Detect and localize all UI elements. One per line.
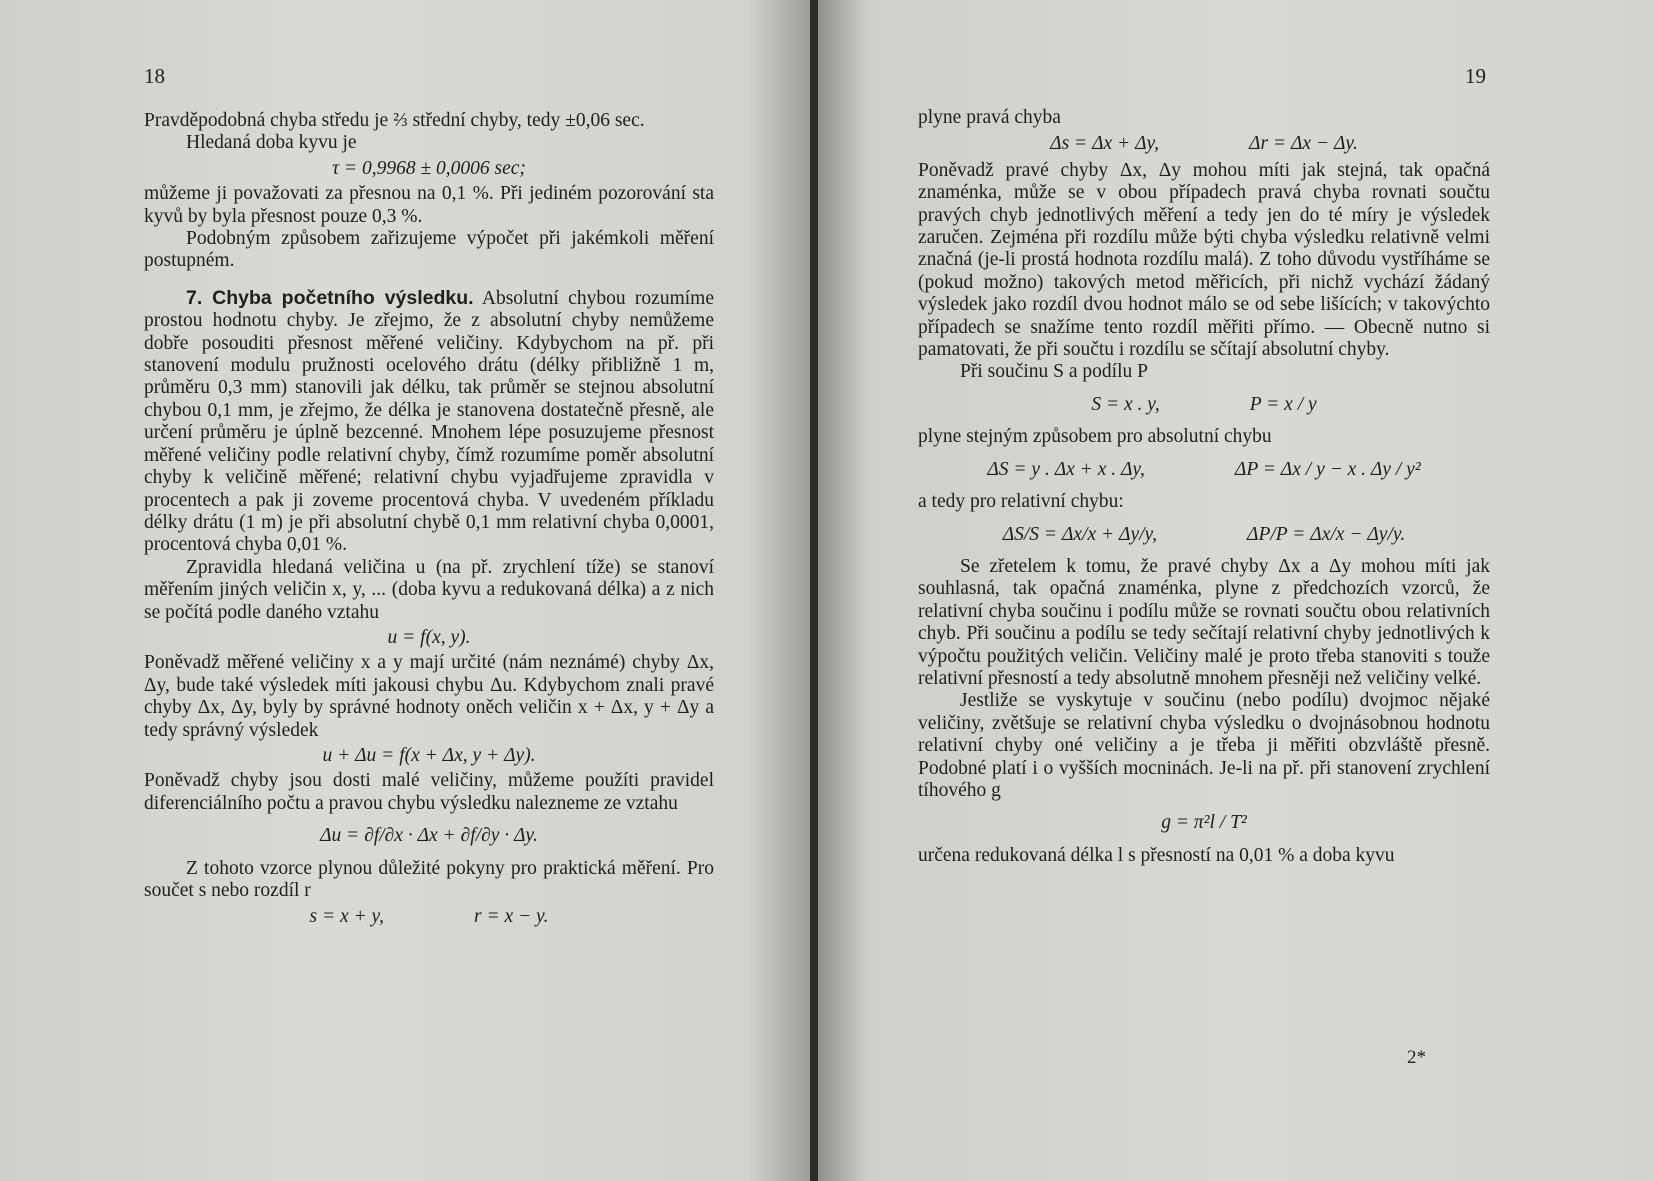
equation-left: ΔS/S = Δx/x + Δy/y, [1002,523,1158,545]
paragraph-text: Zpravidla hledaná veličina u (na př. zrychlení tíže) se stanoví měřením jiných veličin x, y, ... (doba kyvu a redukovaná délka) a z nich se počítá podle daného vztahu [144,556,714,623]
paragraph-text: Při součinu S a podílu P [960,361,1148,383]
paragraph-text: určena redukovaná délka l s přesností na 0,01 % a doba kyvu [918,844,1395,866]
paragraph-text: plyne pravá chyba [918,107,1061,128]
section-paragraph [144,287,714,557]
paragraph [144,557,714,624]
equation-right: ΔP/P = Δx/x − Δy/y. [1247,523,1406,545]
equation-pair [144,906,714,928]
paragraph-text: Poněvadž měřené veličiny x a y mají určité (nám neznámé) chyby Δx, Δy, bude také výsledek míti jakousi chybu Δu. Kdybychom znali pravé chyby Δx, Δy, byly by správné hodnoty oněch veličin x + Δx, y + Δy a tedy správný výsledek [144,652,714,741]
paragraph [144,858,714,903]
paragraph-text: Se zřetelem k tomu, že pravé chyby Δx a Δy mohou míti jak souhlasná, tak opačná znaménka, plyne z předchozích vzorců, že relativní chyba součinu i podílu může se rovnati součtu obou relativních chyb. Při součinu a podílu se tedy sečítají relativní chyby jednotlivých k výpočtu použitých veličin. Veličiny malé je proto třeba stanoviti s touže relativní přesností a tedy absolutně mnohem přesněji než veličiny velké. [918,555,1490,689]
equation-right: ΔP = Δx / y − x . Δy / y² [1234,458,1421,480]
paragraph-text: Jestliže se vyskytuje v součinu (nebo podílu) dvojmoc nějaké veličiny, zvětšuje se relativní chyba výsledku o dvojnásobnou hodnotu relativní chyby oné veličiny a je třeba ji měřiti obzvláště přesně. Podobné platí i o vyšších mocninách. Je-li na př. při stanovení zrychlení tíhového g [918,690,1490,801]
left-page-body [144,110,714,933]
paragraph-text: Hledaná doba kyvu je [186,132,357,154]
paragraph-text: Z tohoto vzorce plynou důležité pokyny pro praktická měření. Pro součet s nebo rozdíl r [144,857,714,901]
paragraph [918,556,1490,690]
paragraph [918,845,1490,867]
paragraph-text: Pravděpodobná chyba středu je ⅔ střední chyby, tedy ±0,06 sec. [144,110,645,131]
paragraph [144,770,714,815]
paragraph-text: Poněvadž pravé chyby Δx, Δy mohou míti jak stejná, tak opačná znaménka, může se v obou případech pravá chyba rovnati součtu pravých chyb jednotlivých měření a tedy jen do té míry je výsledek zaručen. Zejména při rozdílu může býti chyba výsledku relativně velmi značná (je-li prostá hodnota rozdílu malá). Z toho důvodu vystříháme se (pokud možno) takových metod měřicích, při nichž vychází žádaný výsledek jako rozdíl dvou hodnot málo se od sebe lišících; v takovýchto případech se snažíme tento rozdíl měřiti přímo. — Obecně nutno si pamatovati, že při součtu i rozdílu se sčítají absolutní chyby. [918,159,1490,361]
paragraph-text: Absolutní chybou rozumíme prostou hodnotu chyby. Je zřejmo, že z absolutní chyby nemůžeme dobře posouditi přesnost měřené veličiny. Kdybychom na př. při stanovení modulu pružnosti ocelového drátu (délky přibližně 1 m, průměru 0,3 mm) stanovili jak délku, tak průměr se stejnou absolutní chybou 0,1 mm, je zřejmo, že délka je stanovena dostatečně přesně, ale určení průměru je úplně bezcenné. Mnohem lépe posuzujeme přesnost měřené veličiny podle relativní chyby, čímž rozumíme poměr absolutní chyby k veličině měřené; relativní chybu vyjadřujeme zpravidla v procentech a pak ji zoveme procentová chyba. V uvedeném příkladu délky drátu (1 m) je při absolutní chybě 0,1 mm relativní chyba 0,0001, procentová chyba 0,01 %. [144,287,714,556]
paragraph [918,690,1490,802]
paragraph-text: můžeme ji považovati za přesnou na 0,1 %. Při jediném pozorování sta kyvů by byla přesnost pouze 0,3 %. [144,183,714,227]
equation-right: P = x / y [1249,393,1317,415]
equation: τ = 0,9968 ± 0,0006 sec; [332,157,526,179]
right-page-body [918,107,1490,867]
paragraph-text: Podobným způsobem zařizujeme výpočet při jakémkoli měření postupném. [144,228,714,272]
paragraph [144,183,714,228]
equation-left: S = x . y, [1091,393,1160,415]
paragraph [918,361,1490,383]
paragraph-text: a tedy pro relativní chybu: [918,491,1124,513]
paragraph [918,491,1490,513]
equation-pair [918,394,1490,416]
equation-left: s = x + y, [309,906,384,928]
paragraph [918,160,1490,362]
paragraph [144,652,714,742]
equation-left: ΔS = y . Δx + x . Δy, [987,458,1145,480]
paragraph [918,107,1490,129]
equation-pair [918,524,1490,546]
paragraph-text: plyne stejným způsobem pro absolutní chybu [918,426,1272,448]
paragraph [918,426,1490,448]
equation-right: r = x − y. [474,906,549,928]
equation: Δu = ∂f/∂x · Δx + ∂f/∂y · Δy. [320,825,538,847]
paragraph [144,228,714,273]
equation: u = f(x, y). [387,626,471,648]
paragraph [144,110,714,132]
section-heading: 7. Chyba početního výsledku. [186,286,474,309]
paragraph-text: Poněvadž chyby jsou dosti malé veličiny, můžeme použíti pravidel diferenciálního počtu a pravou chybu výsledku nalezneme ze vztahu [144,770,714,814]
equation-left: Δs = Δx + Δy, [1050,133,1159,155]
equation-pair [918,459,1490,481]
equation: u + Δu = f(x + Δx, y + Δy). [322,744,536,766]
sheet-signature-mark: 2* [1407,1047,1426,1068]
left-page-number: 18 [144,64,165,88]
equation: g = π²l / T² [1161,812,1247,834]
right-page-number: 19 [1465,64,1486,88]
equation-pair [918,133,1490,155]
equation-right: Δr = Δx − Δy. [1249,133,1358,155]
paragraph [144,132,714,154]
